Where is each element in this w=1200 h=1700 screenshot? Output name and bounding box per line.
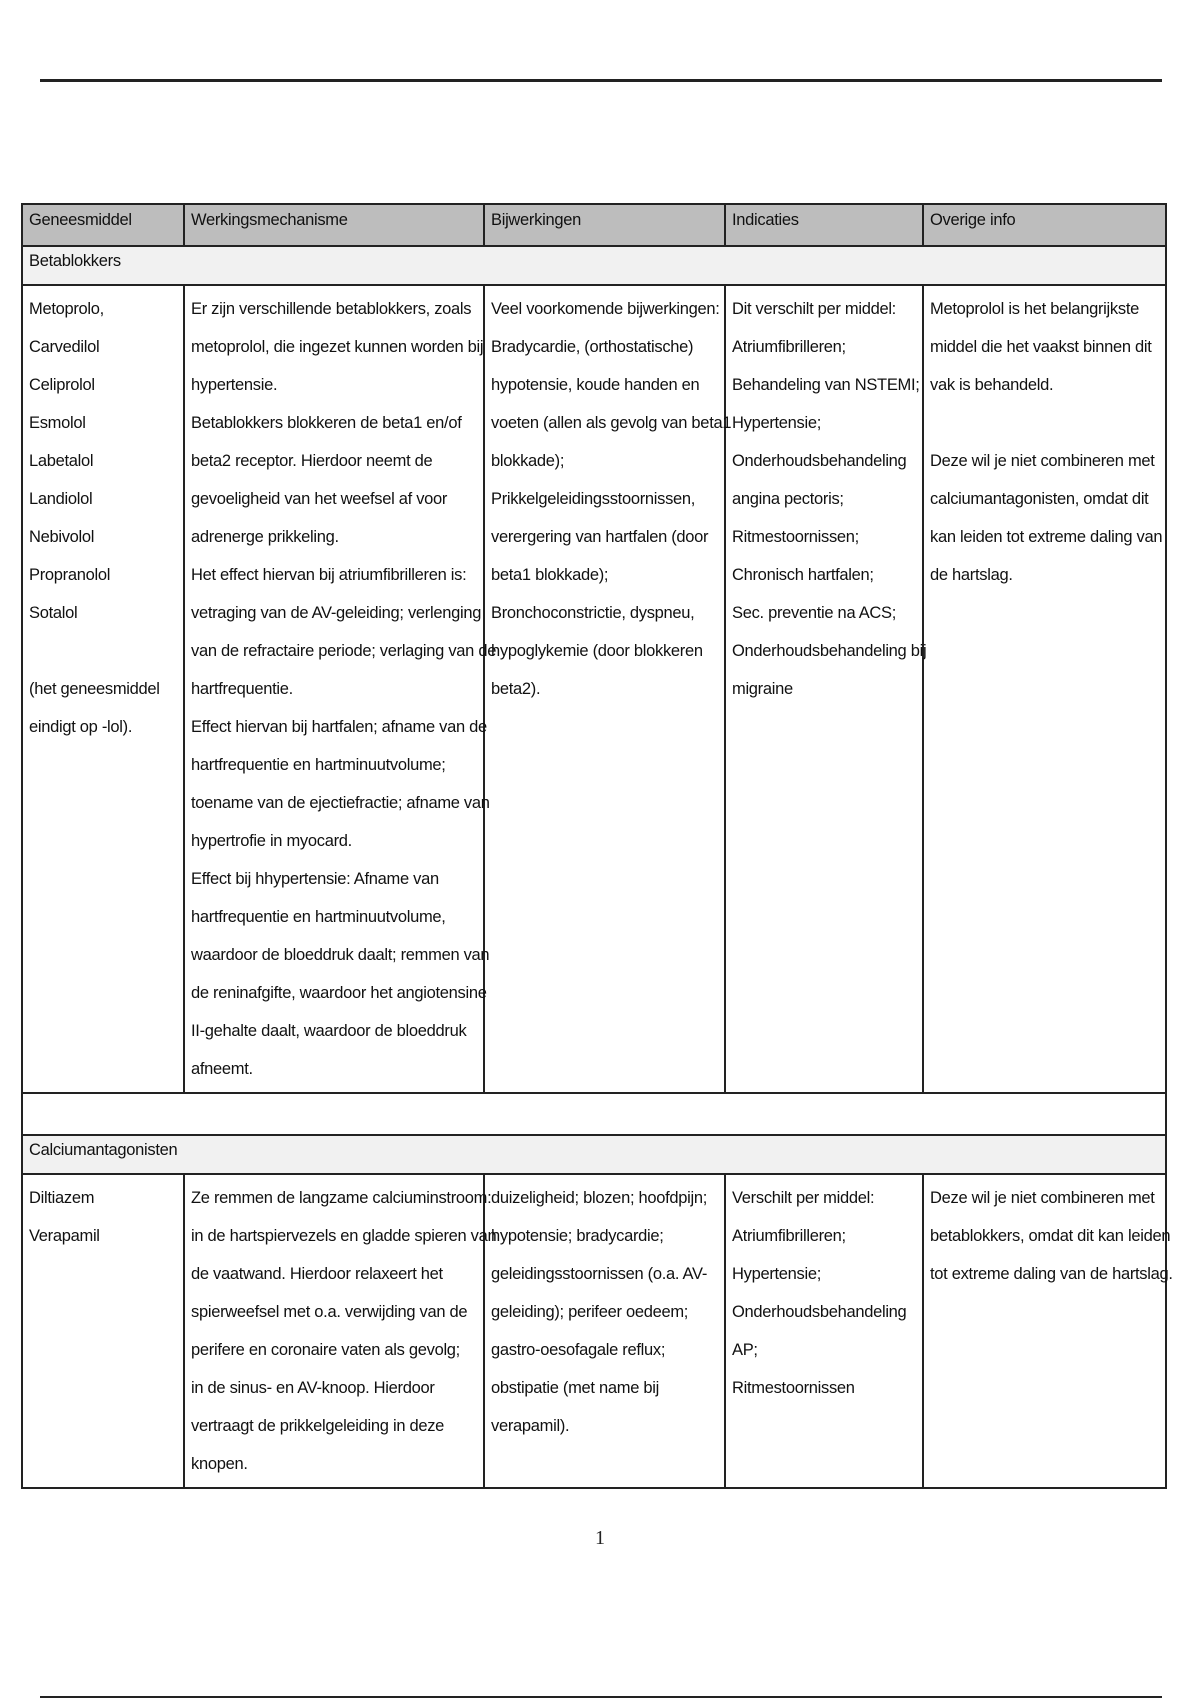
drug-table	[21, 203, 1173, 1489]
cell-line: calciumantagonisten, omdat dit	[930, 490, 1149, 508]
cell-line: de hartslag.	[930, 566, 1013, 584]
cell-line: Verapamil	[29, 1227, 100, 1245]
cell-line: Onderhoudsbehandeling bij	[732, 642, 927, 660]
cell-line: toename van de ejectiefractie; afname van	[191, 794, 490, 812]
cell-line: metoprolol, die ingezet kunnen worden bij	[191, 338, 484, 356]
cell-line: geleidingsstoornissen (o.a. AV-	[491, 1265, 708, 1283]
header-rule	[40, 79, 1162, 82]
cell-line: Veel voorkomende bijwerkingen:	[491, 300, 720, 318]
cell-line: Chronisch hartfalen;	[732, 566, 874, 584]
cell-line: beta2).	[491, 680, 541, 698]
header-indicaties: Indicaties	[725, 204, 923, 246]
cell-line: Propranolol	[29, 566, 111, 584]
table-row-betablokkers	[22, 285, 1166, 1093]
section-title: Betablokkers	[22, 246, 1166, 285]
section-row-calciumantagonisten	[22, 1135, 1166, 1174]
cell-line: de vaatwand. Hierdoor relaxeert het	[191, 1265, 443, 1283]
cell-side-effects	[484, 285, 732, 1093]
cell-other-info	[923, 285, 1166, 1093]
cell-mechanism	[184, 1174, 497, 1488]
cell-line: Ritmestoornissen	[732, 1379, 855, 1397]
cell-line: Metoprolo,	[29, 300, 104, 318]
cell-line: verapamil).	[491, 1417, 570, 1435]
section-title: Calciumantagonisten	[22, 1135, 1166, 1174]
cell-other-info	[923, 1174, 1173, 1488]
cell-line: Carvedilol	[29, 338, 100, 356]
spacer-row	[22, 1093, 1166, 1135]
cell-line: Celiprolol	[29, 376, 95, 394]
cell-line: adrenerge prikkeling.	[191, 528, 339, 546]
cell-line: Effect bij hhypertensie: Afname van	[191, 870, 439, 888]
table-row-calciumantagonisten	[22, 1174, 1166, 1488]
cell-line: obstipatie (met name bij	[491, 1379, 659, 1397]
cell-line: voeten (allen als gevolg van beta1	[491, 414, 732, 432]
cell-side-effects	[484, 1174, 725, 1488]
cell-line: Deze wil je niet combineren met	[930, 1189, 1155, 1207]
cell-line: hartfrequentie en hartminuutvolume;	[191, 756, 446, 774]
cell-line: verergering van hartfalen (door	[491, 528, 709, 546]
header-geneesmiddel: Geneesmiddel	[22, 204, 184, 246]
cell-line: Behandeling van NSTEMI;	[732, 376, 920, 394]
cell-indications	[725, 1174, 923, 1488]
header-bijwerkingen: Bijwerkingen	[484, 204, 725, 246]
cell-line: in de hartspiervezels en gladde spieren van	[191, 1227, 497, 1245]
cell-line: afneemt.	[191, 1060, 253, 1078]
cell-mechanism	[184, 285, 497, 1093]
page-number: 1	[595, 1527, 605, 1549]
cell-line: Prikkelgeleidingsstoornissen,	[491, 490, 696, 508]
cell-line: hartfrequentie en hartminuutvolume,	[191, 908, 446, 926]
cell-line: middel die het vaakst binnen dit	[930, 338, 1152, 356]
cell-line: Ze remmen de langzame calciuminstroom:	[191, 1189, 492, 1207]
cell-line: in de sinus- en AV-knoop. Hierdoor	[191, 1379, 435, 1397]
cell-indications	[725, 285, 927, 1093]
cell-line: Deze wil je niet combineren met	[930, 452, 1155, 470]
cell-line: Landiolol	[29, 490, 93, 508]
cell-line: Onderhoudsbehandeling	[732, 1303, 907, 1321]
cell-line: knopen.	[191, 1455, 248, 1473]
cell-line: duizeligheid; blozen; hoofdpijn;	[491, 1189, 708, 1207]
cell-line: Hypertensie;	[732, 1265, 822, 1283]
cell-line: II-gehalte daalt, waardoor de bloeddruk	[191, 1022, 467, 1040]
cell-line: van de refractaire periode; verlaging van de	[191, 642, 497, 660]
cell-line: vertraagt de prikkelgeleiding in deze	[191, 1417, 445, 1435]
cell-line: Verschilt per middel:	[732, 1189, 875, 1207]
cell-line: Ritmestoornissen;	[732, 528, 859, 546]
cell-line: Onderhoudsbehandeling	[732, 452, 907, 470]
cell-line: Sotalol	[29, 604, 78, 622]
cell-line: Atriumfibrilleren;	[732, 1227, 846, 1245]
cell-line: vetraging van de AV-geleiding; verlenging	[191, 604, 482, 622]
cell-line: betablokkers, omdat dit kan leiden	[930, 1227, 1171, 1245]
cell-line	[29, 632, 177, 670]
cell-line: Labetalol	[29, 452, 94, 470]
cell-line: Betablokkers blokkeren de beta1 en/of	[191, 414, 462, 432]
cell-line: (het geneesmiddel	[29, 680, 160, 698]
cell-line: hartfrequentie.	[191, 680, 293, 698]
cell-line: Sec. preventie na ACS;	[732, 604, 896, 622]
header-werkingsmechanisme: Werkingsmechanisme	[184, 204, 484, 246]
cell-line: gevoeligheid van het weefsel af voor	[191, 490, 448, 508]
cell-line	[930, 404, 1159, 442]
cell-line: Hypertensie;	[732, 414, 822, 432]
cell-line: beta2 receptor. Hierdoor neemt de	[191, 452, 433, 470]
cell-line: geleiding); perifeer oedeem;	[491, 1303, 689, 1321]
cell-line: Bronchoconstrictie, dyspneu,	[491, 604, 695, 622]
cell-drugs	[22, 1174, 184, 1488]
cell-line: Dit verschilt per middel:	[732, 300, 896, 318]
cell-line: gastro-oesofagale reflux;	[491, 1341, 666, 1359]
cell-line: hypoglykemie (door blokkeren	[491, 642, 703, 660]
cell-line: Het effect hiervan bij atriumfibrilleren is:	[191, 566, 467, 584]
cell-line: spierweefsel met o.a. verwijding van de	[191, 1303, 468, 1321]
footer-rule	[40, 1696, 1162, 1698]
cell-line: eindigt op -lol).	[29, 718, 133, 736]
section-row-betablokkers	[22, 246, 1166, 285]
cell-line: Diltiazem	[29, 1189, 95, 1207]
cell-line: Nebivolol	[29, 528, 95, 546]
cell-line: Effect hiervan bij hartfalen; afname van de	[191, 718, 487, 736]
cell-line: AP;	[732, 1341, 758, 1359]
cell-line: beta1 blokkade);	[491, 566, 609, 584]
cell-line: Metoprolol is het belangrijkste	[930, 300, 1139, 318]
cell-drugs	[22, 285, 184, 1093]
cell-line: blokkade);	[491, 452, 565, 470]
cell-line: tot extreme daling van de hartslag.	[930, 1265, 1173, 1283]
cell-line: waardoor de bloeddruk daalt; remmen van	[191, 946, 490, 964]
header-overige-info: Overige info	[923, 204, 1166, 246]
cell-line: vak is behandeld.	[930, 376, 1054, 394]
table-header-row	[22, 204, 1166, 246]
cell-line: migraine	[732, 680, 793, 698]
cell-line: hypotensie; bradycardie;	[491, 1227, 664, 1245]
cell-line: angina pectoris;	[732, 490, 844, 508]
cell-line: hypertensie.	[191, 376, 278, 394]
cell-line: hypertrofie in myocard.	[191, 832, 352, 850]
cell-line: Esmolol	[29, 414, 86, 432]
cell-line: kan leiden tot extreme daling van	[930, 528, 1163, 546]
cell-line: perifere en coronaire vaten als gevolg;	[191, 1341, 460, 1359]
cell-line: Bradycardie, (orthostatische)	[491, 338, 694, 356]
cell-line: de reninafgifte, waardoor het angiotensine	[191, 984, 487, 1002]
cell-line: Atriumfibrilleren;	[732, 338, 846, 356]
cell-line: hypotensie, koude handen en	[491, 376, 700, 394]
cell-line: Er zijn verschillende betablokkers, zoals	[191, 300, 472, 318]
